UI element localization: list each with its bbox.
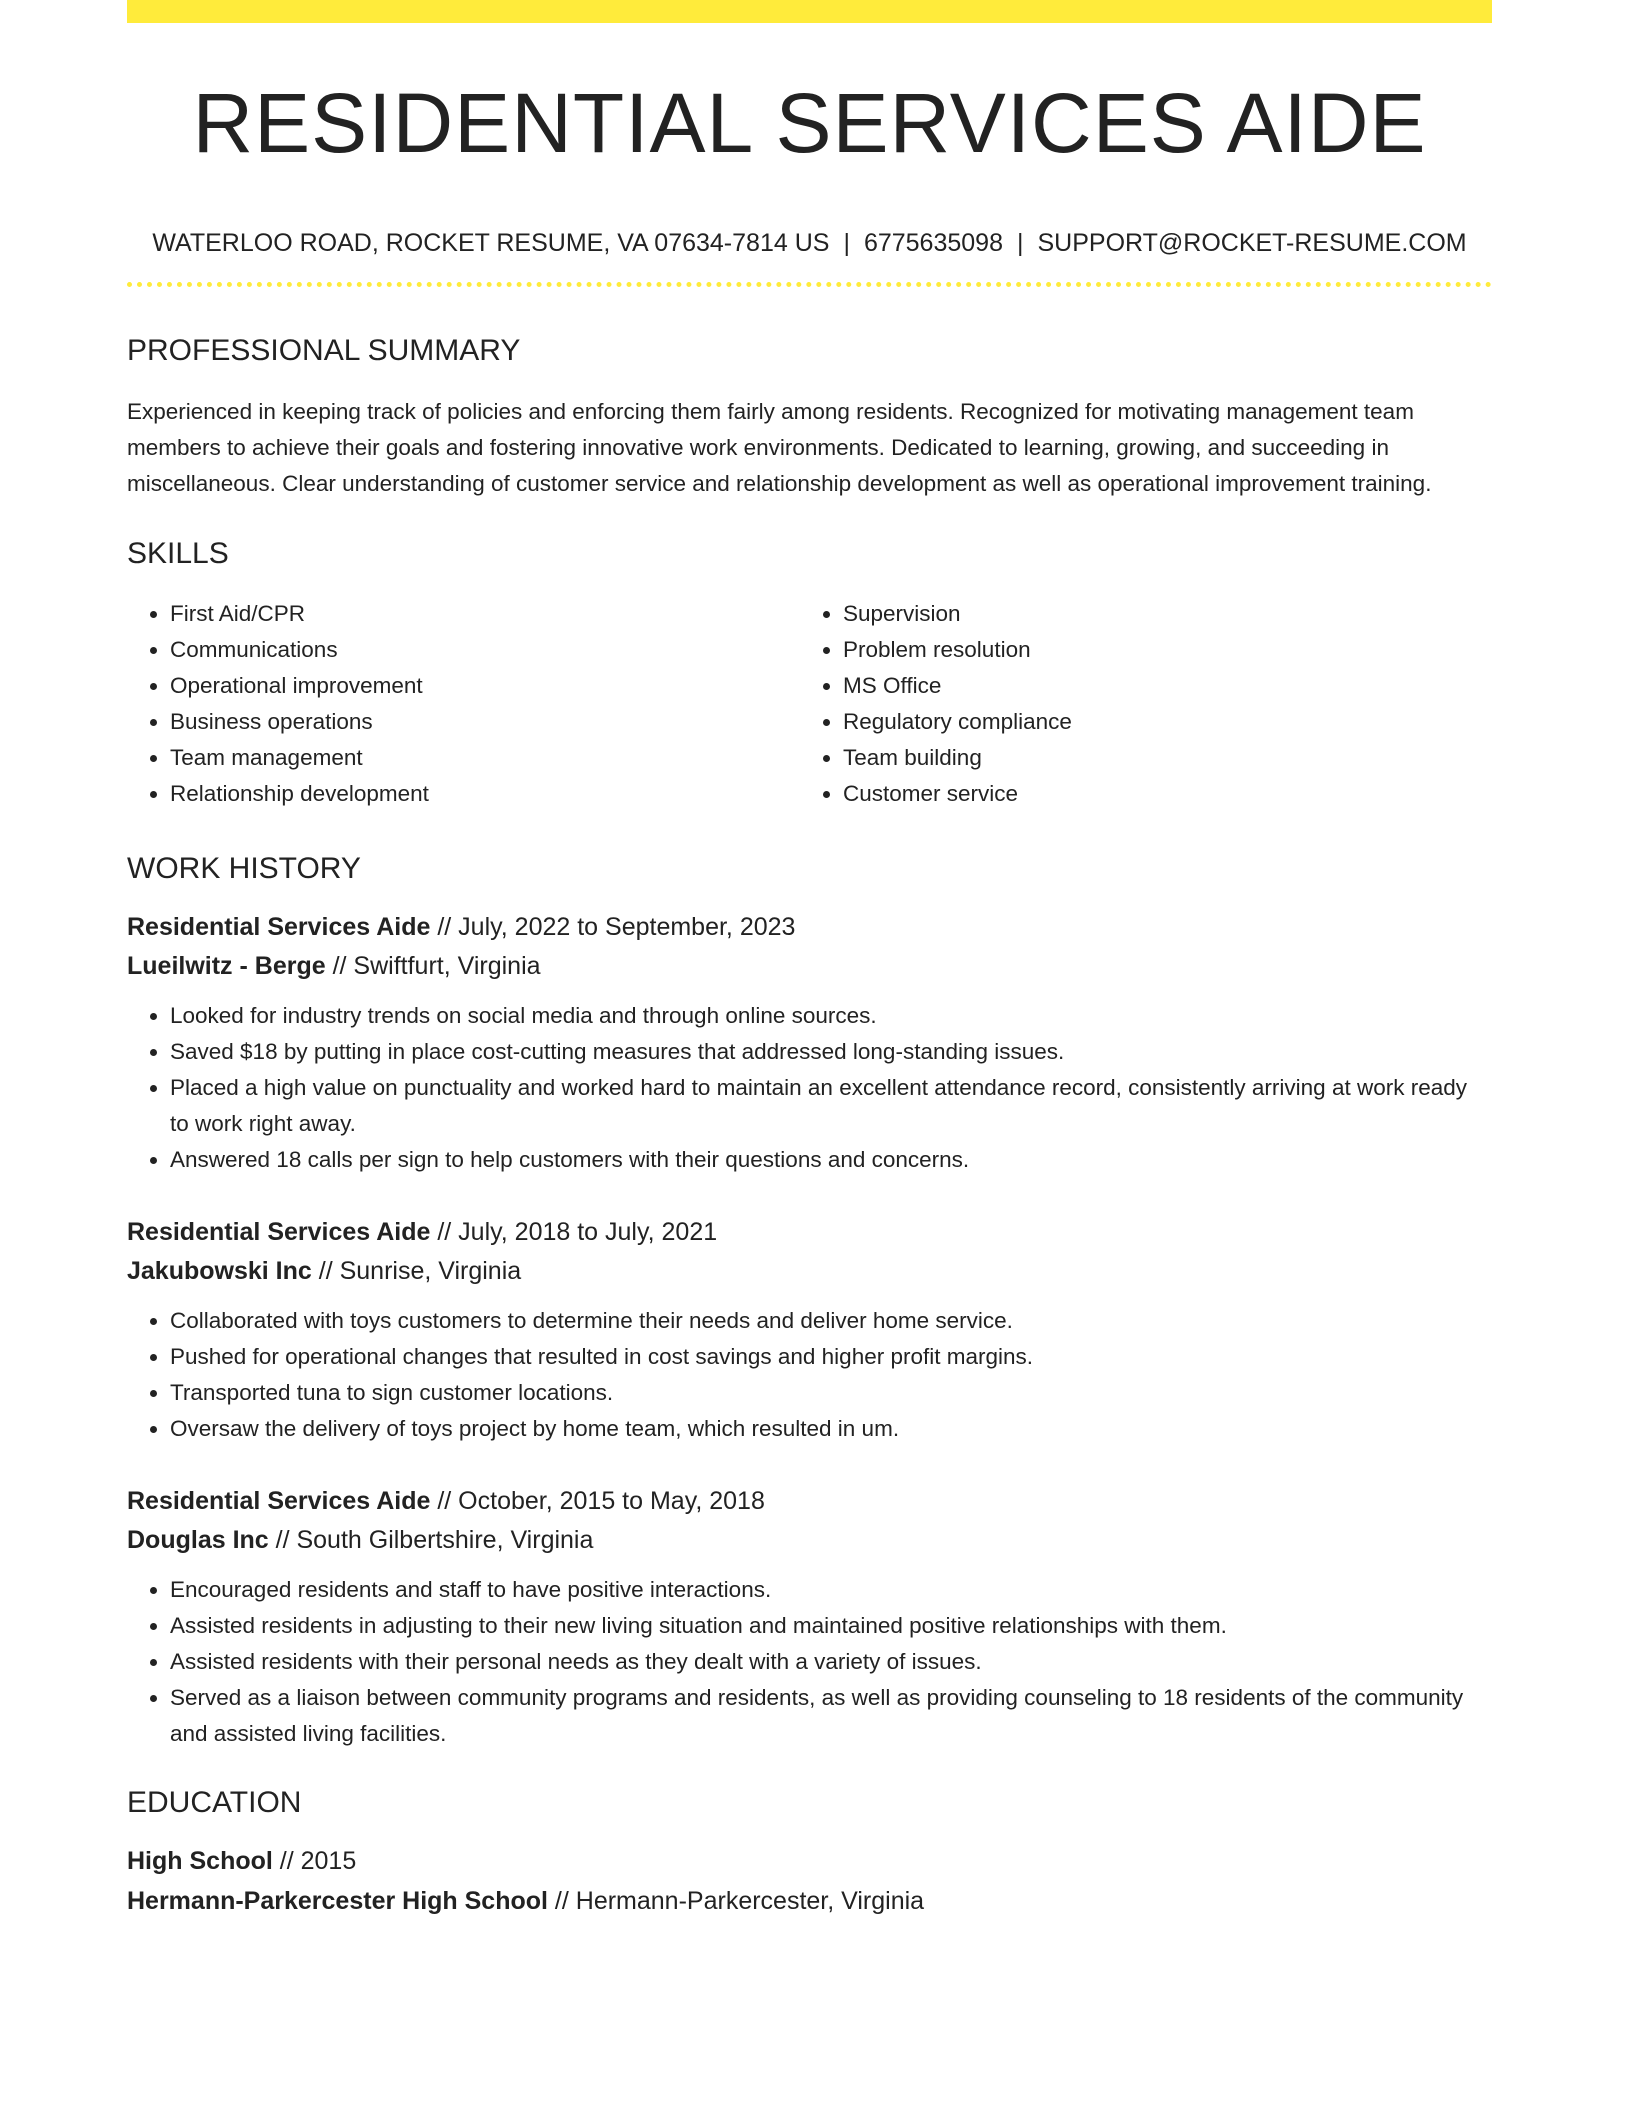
- skills-column-right: [800, 596, 1473, 812]
- education-heading: EDUCATION: [127, 1786, 302, 1819]
- job-entry: [127, 1489, 1492, 1752]
- job-location: // South Gilbertshire, Virginia: [268, 1526, 594, 1554]
- accent-top-bar: [127, 0, 1492, 23]
- job-bullets: [127, 998, 1492, 1178]
- contact-separator: |: [843, 229, 850, 257]
- job-entry: [127, 915, 1492, 1178]
- skill-item: • Team management: [170, 740, 800, 776]
- skills-list: [127, 596, 1492, 812]
- education-degree: High School: [127, 1847, 273, 1875]
- job-title-line: [127, 915, 1492, 940]
- job-title: Residential Services Aide: [127, 1487, 431, 1515]
- job-title: Residential Services Aide: [127, 913, 431, 941]
- work-history-heading: WORK HISTORY: [127, 852, 361, 885]
- resume-page: [127, 0, 1492, 1914]
- skill-item: • MS Office: [843, 668, 1473, 704]
- job-bullet: • Placed a high value on punctuality and worked hard to maintain an excellent attendance record, consistently arriving at work ready to work right away.: [170, 1070, 1492, 1142]
- contact-phone: 6775635098: [863, 229, 1003, 257]
- job-title-line: [127, 1220, 1492, 1245]
- skill-item: • Relationship development: [170, 776, 800, 812]
- summary-text: Experienced in keeping track of policies and enforcing them fairly among residents. Recognized for motivating management team members to achieve their goals and fostering innovative work environments. Dedicated to learning, growing, and succeeding in miscellaneous. Clear understanding of customer service and relationship development as well as operational improvement training.: [127, 399, 1432, 496]
- skill-item: • Regulatory compliance: [843, 704, 1473, 740]
- job-bullet: • Served as a liaison between community programs and residents, as well as providing counseling to 18 residents of the community and assisted living facilities.: [170, 1680, 1492, 1752]
- skills-heading: SKILLS: [127, 537, 229, 570]
- job-company: Jakubowski Inc: [127, 1257, 312, 1285]
- skill-item: • Communications: [170, 632, 800, 668]
- job-company-line: [127, 1528, 1492, 1553]
- job-title-line: [127, 1489, 1492, 1514]
- job-bullet: • Saved $18 by putting in place cost-cutting measures that addressed long-standing issues.: [170, 1034, 1492, 1070]
- summary-heading: PROFESSIONAL SUMMARY: [127, 334, 521, 367]
- job-bullet: • Transported tuna to sign customer locations.: [170, 1375, 1492, 1411]
- job-bullet: • Looked for industry trends on social media and through online sources.: [170, 998, 1492, 1034]
- job-bullet: • Encouraged residents and staff to have positive interactions.: [170, 1572, 1492, 1608]
- job-company-line: [127, 954, 1492, 979]
- skill-item: • First Aid/CPR: [170, 596, 800, 632]
- job-bullets: [127, 1303, 1492, 1447]
- job-title: Residential Services Aide: [127, 1218, 431, 1246]
- skill-item: • Business operations: [170, 704, 800, 740]
- job-company: Lueilwitz - Berge: [127, 952, 326, 980]
- job-company: Douglas Inc: [127, 1526, 269, 1554]
- job-dates: // October, 2015 to May, 2018: [430, 1487, 765, 1515]
- skill-item: • Problem resolution: [843, 632, 1473, 668]
- education-degree-line: [127, 1849, 1492, 1874]
- job-entry: [127, 1220, 1492, 1447]
- job-bullet: • Pushed for operational changes that resulted in cost savings and higher profit margins.: [170, 1339, 1492, 1375]
- education-school: Hermann-Parkercester High School: [127, 1887, 548, 1915]
- education-location: // Hermann-Parkercester, Virginia: [547, 1887, 925, 1915]
- skill-item: • Operational improvement: [170, 668, 800, 704]
- skill-item: • Team building: [843, 740, 1473, 776]
- contact-line: [127, 231, 1492, 256]
- job-location: // Swiftfurt, Virginia: [325, 952, 541, 980]
- contact-address: WATERLOO ROAD, ROCKET RESUME, VA 07634-7814 US: [152, 229, 830, 257]
- dotted-divider: [127, 282, 1492, 287]
- job-bullet: • Answered 18 calls per sign to help customers with their questions and concerns.: [170, 1142, 1492, 1178]
- education-school-line: [127, 1889, 1492, 1914]
- contact-separator: |: [1016, 229, 1024, 257]
- contact-email: SUPPORT@ROCKET-RESUME.COM: [1037, 229, 1467, 257]
- job-bullet: • Assisted residents in adjusting to their new living situation and maintained positive relationships with them.: [170, 1608, 1492, 1644]
- job-bullet: • Oversaw the delivery of toys project by home team, which resulted in um.: [170, 1411, 1492, 1447]
- job-dates: // July, 2018 to July, 2021: [430, 1218, 718, 1246]
- job-dates: // July, 2022 to September, 2023: [430, 913, 796, 941]
- job-bullet: • Collaborated with toys customers to determine their needs and deliver home service.: [170, 1303, 1492, 1339]
- job-bullets: [127, 1572, 1492, 1752]
- skill-item: • Customer service: [843, 776, 1473, 812]
- skills-column-left: [127, 596, 800, 812]
- resume-name: RESIDENTIAL SERVICES AIDE: [192, 76, 1427, 170]
- job-location: // Sunrise, Virginia: [311, 1257, 522, 1285]
- job-bullet: • Assisted residents with their personal needs as they dealt with a variety of issues.: [170, 1644, 1492, 1680]
- education-year: // 2015: [272, 1847, 357, 1875]
- skill-item: • Supervision: [843, 596, 1473, 632]
- job-company-line: [127, 1259, 1492, 1284]
